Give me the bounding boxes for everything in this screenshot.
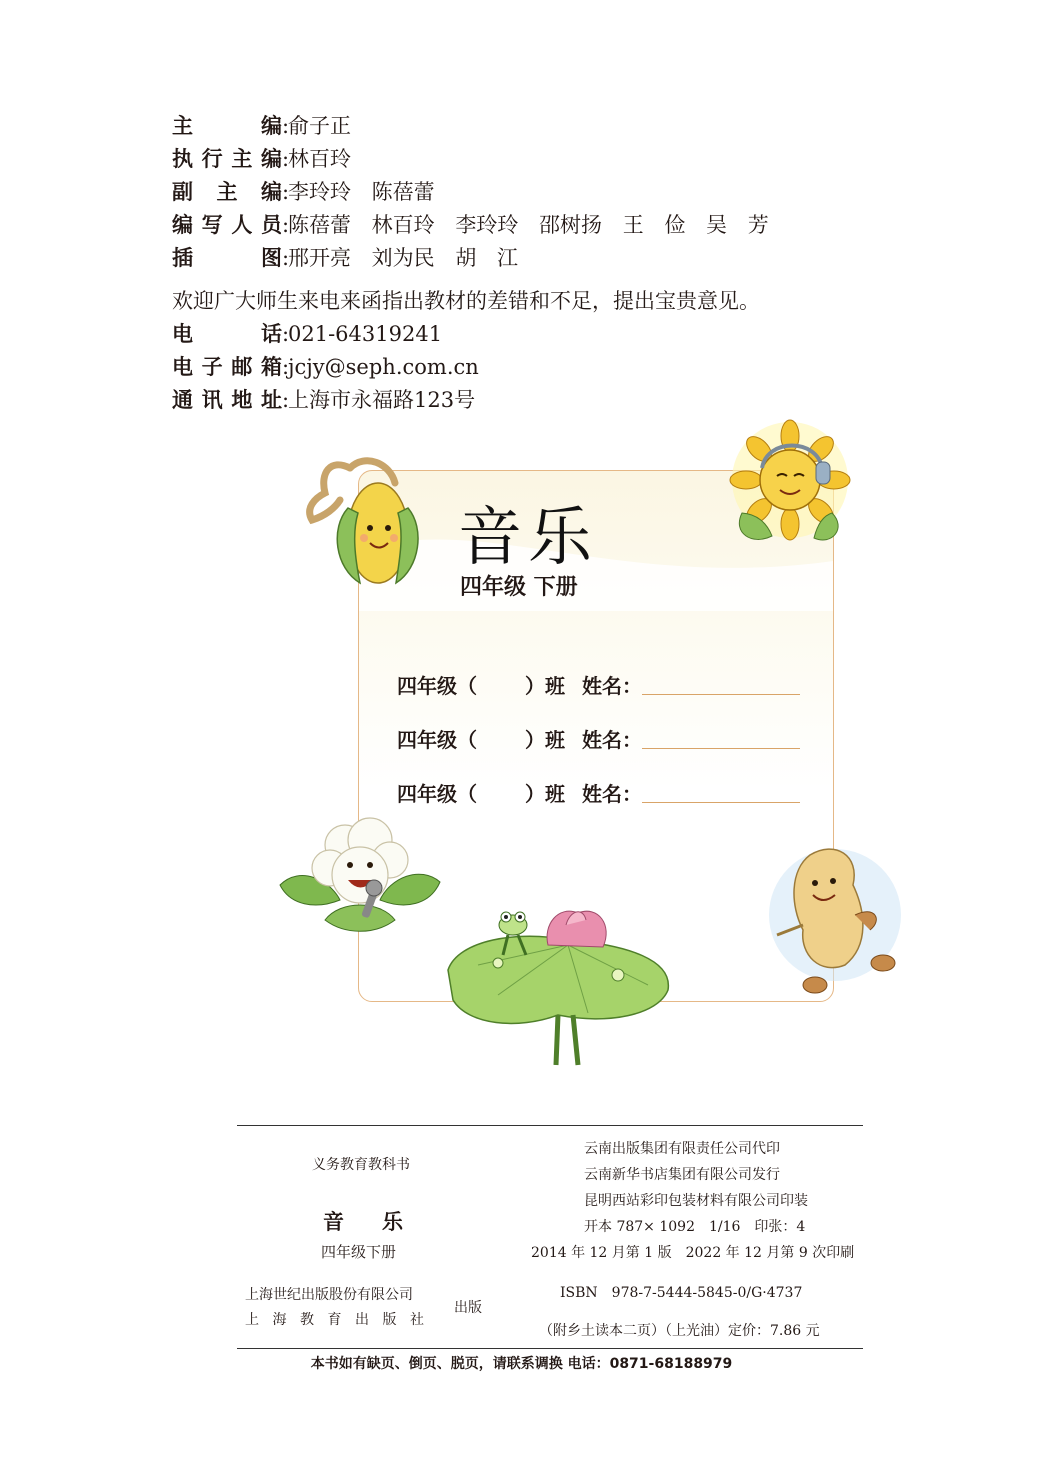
name-label: 姓名： [582, 728, 642, 752]
name-label: 姓名： [582, 782, 642, 806]
credit-value: 李玲玲 陈蓓蕾 [288, 180, 435, 204]
credit-value: 邢开亮 刘为民 胡 江 [288, 246, 519, 270]
address-value: 上海市永福路123号 [288, 388, 476, 412]
credits-block [172, 110, 872, 417]
class-name-row [397, 670, 817, 700]
contact-label: 通讯地址 [172, 388, 282, 412]
cover-title: 音乐 [458, 501, 598, 575]
publisher-name: 上海教育出版社 [245, 1312, 438, 1328]
credit-label: 插图 [172, 246, 282, 270]
edition-info-line: 2014 年 12 月第 1 版 2022 年 12 月第 9 次印刷 [531, 1245, 855, 1261]
credit-value: 陈蓓蕾 林百玲 李玲玲 邵树扬 王 俭 吴 芳 [288, 213, 769, 237]
credit-row: 编写人员:陈蓓蕾 林百玲 李玲玲 邵树扬 王 俭 吴 芳 [172, 209, 872, 242]
class-name-row [397, 778, 817, 808]
class-label: ）班 [525, 728, 565, 752]
publish-label: 出版 [454, 1300, 482, 1316]
grade-label: 四年级（ [397, 728, 477, 752]
credit-row: 主编:俞子正 [172, 110, 872, 143]
credit-row: 副主编:李玲玲 陈蓓蕾 [172, 176, 872, 209]
cauliflower-icon [270, 810, 450, 945]
contact-row: 通讯地址:上海市永福路123号 [172, 384, 872, 417]
replacement-notice: 本书如有缺页、倒页、脱页，请联系调换 电话：0871-68188979 [310, 1356, 733, 1372]
credit-value: 林百玲 [288, 147, 351, 171]
sunflower-icon [722, 418, 862, 553]
credit-row: 插图:邢开亮 刘为民 胡 江 [172, 242, 872, 275]
credit-label: 编写人员 [172, 213, 282, 237]
credit-label: 主编 [172, 114, 282, 138]
contact-label: 电话 [172, 322, 282, 346]
name-blank-line[interactable] [642, 802, 800, 803]
phone-value: 021-64319241 [288, 322, 443, 346]
colophon-block [237, 1125, 863, 1349]
grade-label: 四年级（ [397, 674, 477, 698]
contact-row: 电子邮箱:jcjy@seph.com.cn [172, 351, 872, 384]
isbn-line: ISBN 978-7-5444-5845-0/G·4737 [560, 1285, 803, 1301]
printing-info-line: 云南新华书店集团有限公司发行 [584, 1167, 780, 1183]
grade-label: 四年级（ [397, 782, 477, 806]
contact-label: 电子邮箱 [172, 355, 282, 379]
price-line: （附乡土读本二页）（上光油）定价：7.86 元 [539, 1323, 820, 1339]
format-info-line: 开本 787× 1092 1/16 印张：4 [584, 1219, 806, 1235]
printing-info-line: 云南出版集团有限责任公司代印 [584, 1141, 780, 1157]
lotus-frog-icon [438, 885, 678, 1070]
printing-info-line: 昆明西站彩印包装材料有限公司印装 [584, 1193, 808, 1209]
feedback-notice: 欢迎广大师生来电来函指出教材的差错和不足，提出宝贵意见。 [172, 289, 760, 313]
name-blank-line[interactable] [642, 694, 800, 695]
credit-value: 俞子正 [288, 114, 351, 138]
class-name-row [397, 724, 817, 754]
credit-label: 执行主编 [172, 147, 282, 171]
credit-label: 副主编 [172, 180, 282, 204]
contact-row: 电话:021-64319241 [172, 318, 872, 351]
publisher-name: 上海世纪出版股份有限公司 [245, 1287, 413, 1303]
cover-subtitle: 四年级 下册 [460, 574, 578, 600]
book-title: 音乐 [323, 1209, 441, 1234]
name-label: 姓名： [582, 674, 642, 698]
class-label: ）班 [525, 782, 565, 806]
peanut-icon [765, 835, 905, 1000]
credit-row: 执行主编:林百玲 [172, 143, 872, 176]
series-name: 义务教育教科书 [312, 1157, 410, 1173]
email-value[interactable]: jcjy@seph.com.cn [288, 355, 479, 379]
class-label: ）班 [525, 674, 565, 698]
corn-icon [300, 448, 430, 588]
name-blank-line[interactable] [642, 748, 800, 749]
book-grade: 四年级下册 [321, 1243, 397, 1261]
